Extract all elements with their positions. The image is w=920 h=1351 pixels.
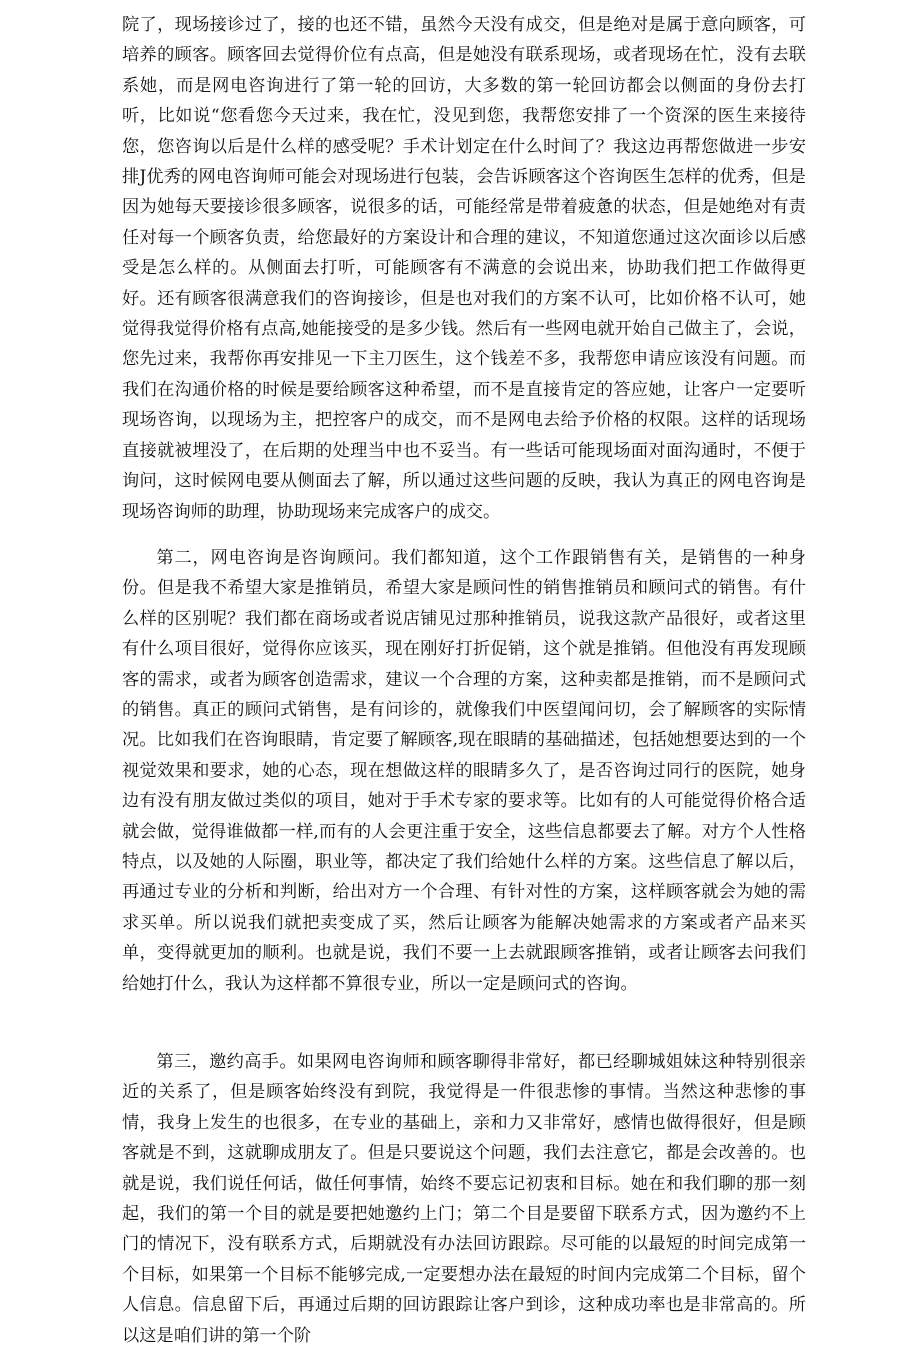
paragraph-second-consultant: 第二，网电咨询是咨询顾问。我们都知道，这个工作跟销售有关，是销售的一种身份。但是我不希望大家是推销员，希望大家是顾问性的销售推销员和顾问式的销售。有什么样的区别呢？我们都在商场或者说店铺见过那种推销员，说我这款产品很好，或者这里有什么项目很好，觉得你应该买，现在刚好打折促销，这个就是推销。但他没有再发现顾客的需求，或者为顾客创造需求，建议一个合理的方案，这种卖都是推销，而不是顾问式的销售。真正的顾问式销售，是有问诊的，就像我们中医望闻问切，会了解顾客的实际情况。比如我们在咨询眼睛，肯定要了解顾客,现在眼睛的基础描述，包括她想要达到的一个视觉效果和要求，她的心态，现在想做这样的眼睛多久了，是否咨询过同行的医院，她身边有没有朋友做过类似的项目，她对于手术专家的要求等。比如有的人可能觉得价格合适就会做，觉得谁做都一样,而有的人会更注重于安全，这些信息都要去了解。对方个人性格特点，以及她的人际圈，职业等，都决定了我们给她什么样的方案。这些信息了解以后，再通过专业的分析和判断，给出对方一个合理、有针对性的方案，这样顾客就会为她的需求买单。所以说我们就把卖变成了买，然后让顾客为能解决她需求的方案或者产品来买单，变得就更加的顺利。也就是说，我们不要一上去就跟顾客推销，或者让顾客去问我们给她打什么，我认为这样都不算很专业，所以一定是顾问式的咨询。 [122,547,806,994]
paragraph-continuation: 院了，现场接诊过了，接的也还不错，虽然今天没有成交，但是绝对是属于意向顾客，可培养的顾客。顾客回去觉得价位有点高，但是她没有联系现场，或者现场在忙，没有去联系她，而是网电咨询进行了第一轮的回访，大多数的第一轮回访都会以侧面的身份去打听，比如说“您看您今天过来，我在忙，没见到您，我帮您安排了一个资深的医生来接待您，您咨询以后是什么样的感受呢？手术计划定在什么时间了？我这边再帮您做进一步安排J优秀的网电咨询师可能会对现场进行包装，会告诉顾客这个咨询医生怎样的优秀，但是因为她每天要接诊很多顾客，说很多的话，可能经常是带着疲惫的状态，但是她绝对有责任对每一个顾客负责，给您最好的方案设计和合理的建议，不知道您通过这次面诊以后感受是怎么样的。从侧面去打听，可能顾客有不满意的会说出来，协助我们把工作做得更好。还有顾客很满意我们的咨询接诊，但是也对我们的方案不认可，比如价格不认可，她觉得我觉得价格有点高,她能接受的是多少钱。然后有一些网电就开始自己做主了，会说，您先过来，我帮你再安排见一下主刀医生，这个钱差不多，我帮您申请应该没有问题。而我们在沟通价格的时候是要给顾客这种希望，而不是直接肯定的答应她，让客户一定要听现场咨询，以现场为主，把控客户的成交，而不是网电去给予价格的权限。这样的话现场直接就被埋没了，在后期的处理当中也不妥当。有一些话可能现场面对面沟通时，不便于询问，这时候网电要从侧面去了解，所以通过这些问题的反映，我认为真正的网电咨询是现场咨询师的助理，协助现场来完成客户的成交。 [122,15,806,522]
document-page [122,10,806,1351]
paragraph-third-invitation: 第三，邀约高手。如果网电咨询师和顾客聊得非常好，都已经聊城姐妹这种特别很亲近的关系了，但是顾客始终没有到院，我觉得是一件很悲惨的事情。当然这种悲惨的事情，我身上发生的也很多，在专业的基础上，亲和力又非常好，感情也做得很好，但是顾客就是不到，这就聊成朋友了。但是只要说这个问题，我们去注意它，都是会改善的。也就是说，我们说任何话，做任何事情，始终不要忘记初衷和目标。她在和我们聊的那一刻起，我们的第一个目的就是要把她邀约上门；第二个目是要留下联系方式，因为邀约不上门的情况下，没有联系方式，后期就没有办法回访跟踪。尽可能的以最短的时间完成第一个目标，如果第一个目标不能够完成,一定要想办法在最短的时间内完成第二个目标，留个人信息。信息留下后，再通过后期的回访跟踪让客户到诊，这种成功率也是非常高的。所以这是咱们讲的第一个阶 [122,1052,806,1346]
